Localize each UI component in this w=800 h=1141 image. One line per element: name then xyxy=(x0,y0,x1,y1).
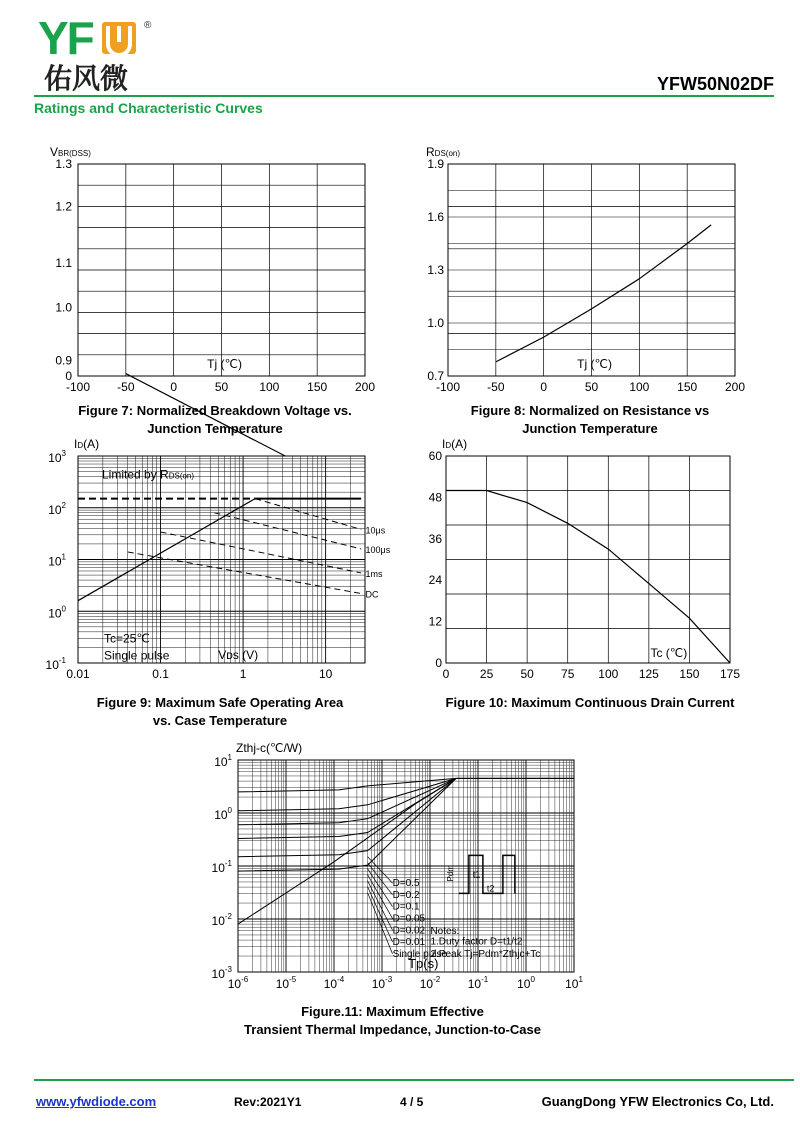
y-tick-label: $10^{-1}$ xyxy=(211,859,232,875)
y-tick-label: 1.3 xyxy=(55,157,72,171)
x-tick-label: 100 xyxy=(629,380,650,394)
curve-label: 1ms xyxy=(365,568,383,579)
chart-fig9 xyxy=(30,432,390,687)
limited-annotation: Limited by RDS(on) xyxy=(102,467,195,482)
y-tick-label: $10^{-1}$ xyxy=(45,656,66,672)
x-tick-label: 150 xyxy=(679,667,700,681)
y-tick-label: 0.9 xyxy=(55,353,72,368)
header-divider xyxy=(34,95,774,97)
x-axis-label: Tj (℃) xyxy=(207,357,242,371)
caption-fig9 xyxy=(40,694,400,730)
y-tick-label: $10^1$ xyxy=(48,552,66,569)
y-axis-label: Zthj-c(℃/W) xyxy=(236,741,303,755)
caption-fig7-line2: Junction Temperature xyxy=(147,421,283,436)
x-tick-label: 75 xyxy=(561,667,575,681)
notes-line2: 2.Peak Tj=Pdm*Zthjc+Tc xyxy=(430,949,541,961)
chart-fig10 xyxy=(400,432,760,687)
notes-title: Notes: xyxy=(430,925,460,937)
chart-fig11 xyxy=(200,736,600,996)
x-tick-label: $10^{-2}$ xyxy=(419,975,441,991)
y-axis-label: RDS(on) xyxy=(426,145,461,159)
revision-label: Rev:2021Y1 xyxy=(234,1095,302,1109)
y-tick-label: 1.6 xyxy=(427,210,444,224)
y-tick-label: 60 xyxy=(428,449,442,463)
y-tick-label: 1.0 xyxy=(55,300,72,315)
legend-label: D=0.02 xyxy=(392,925,426,937)
caption-fig9-line2: vs. Case Temperature xyxy=(152,713,288,728)
x-tick-label: 200 xyxy=(724,380,746,394)
notes-line1: 1.Duty factor D=t1/t2 xyxy=(430,936,523,948)
y-tick-label: 24 xyxy=(428,573,442,588)
y-tick-label: 0 xyxy=(65,369,72,383)
single-pulse-annotation: Single pulse xyxy=(104,648,170,663)
tc-annotation: Tc=25℃ xyxy=(104,631,150,646)
y-tick-label: 1.0 xyxy=(427,316,444,330)
x-axis-label: Vᴅs (V) xyxy=(218,648,259,662)
footer-divider xyxy=(34,1079,794,1081)
x-tick-label: 50 xyxy=(520,667,534,681)
svg-text:®: ® xyxy=(144,20,152,31)
caption-fig10-line1: Figure 10: Maximum Continuous Drain Current xyxy=(445,695,735,710)
x-axis-label: Tc (℃) xyxy=(650,646,688,660)
y-tick-label: $10^2$ xyxy=(48,500,66,517)
y-tick-label: $10^0$ xyxy=(214,806,232,822)
legend-label: D=0.2 xyxy=(392,889,420,901)
caption-fig11-line1: Figure.11: Maximum Effective xyxy=(301,1004,484,1019)
y-tick-label: 36 xyxy=(428,531,442,546)
x-tick-label: -100 xyxy=(65,380,91,394)
x-tick-label: $10^0$ xyxy=(517,975,535,991)
x-tick-label: 25 xyxy=(479,667,494,681)
x-tick-label: 200 xyxy=(354,380,376,394)
x-tick-label: 0.01 xyxy=(66,667,90,681)
legend-label: D=0.5 xyxy=(392,878,420,890)
x-tick-label: 125 xyxy=(638,667,659,681)
svg-text:佑风微: 佑风微 xyxy=(44,63,129,94)
caption-fig8-line2: Junction Temperature xyxy=(522,421,658,436)
x-tick-label: $10^{-5}$ xyxy=(275,975,297,991)
x-tick-label: 175 xyxy=(719,667,741,681)
company-name: GuangDong YFW Electronics Co, Ltd. xyxy=(541,1094,774,1109)
page-number: 4 / 5 xyxy=(400,1095,424,1109)
x-tick-label: 0 xyxy=(170,380,178,394)
caption-fig8-line1: Figure 8: Normalized on Resistance vs xyxy=(470,403,710,418)
curve-label: 100μs xyxy=(365,544,391,555)
x-tick-label: 100 xyxy=(598,667,619,681)
caption-fig7-line1: Figure 7: Normalized Breakdown Voltage vs. xyxy=(78,403,352,418)
x-tick-label: -50 xyxy=(117,380,135,394)
x-tick-label: $10^{-3}$ xyxy=(371,975,393,991)
inset-t2-label: t2 xyxy=(486,883,495,894)
x-tick-label: 150 xyxy=(677,380,698,394)
y-tick-label: $10^{-3}$ xyxy=(211,965,232,981)
y-tick-label: 1.3 xyxy=(427,263,444,277)
company-logo xyxy=(38,12,158,96)
x-tick-label: 0 xyxy=(442,667,450,681)
caption-fig10 xyxy=(400,694,780,712)
x-tick-label: 150 xyxy=(307,380,328,394)
y-tick-label: $10^3$ xyxy=(48,449,66,465)
x-tick-label: 10 xyxy=(318,667,333,681)
x-tick-label: 0 xyxy=(540,380,548,394)
x-tick-label: -100 xyxy=(435,380,461,394)
x-tick-label: $10^{-4}$ xyxy=(323,975,345,991)
y-tick-label: 12 xyxy=(428,614,442,629)
x-tick-label: 100 xyxy=(259,380,280,394)
legend-label: Single pulse xyxy=(392,948,448,960)
svg-text:YF: YF xyxy=(38,12,93,64)
inset-t1-label: t1 xyxy=(472,869,481,880)
curve-label: DC xyxy=(365,589,379,600)
y-tick-label: $10^{-2}$ xyxy=(211,912,232,928)
legend-label: D=0.1 xyxy=(392,901,420,913)
legend-label: D=0.05 xyxy=(392,913,426,925)
y-tick-label: 1.9 xyxy=(427,157,444,171)
x-tick-label: 1 xyxy=(239,667,247,681)
chart-fig7 xyxy=(30,140,390,400)
x-tick-label: $10^{-1}$ xyxy=(467,975,489,991)
website-link[interactable]: www.yfwdiode.com xyxy=(36,1094,157,1109)
x-tick-label: 50 xyxy=(214,380,229,394)
section-title: Ratings and Characteristic Curves xyxy=(34,100,263,116)
x-tick-label: $10^{-6}$ xyxy=(227,975,249,991)
x-tick-label: $10^1$ xyxy=(565,975,583,991)
caption-fig11 xyxy=(200,1003,585,1039)
y-tick-label: 1.2 xyxy=(55,199,72,214)
part-number: YFW50N02DF xyxy=(656,74,774,94)
caption-fig9-line1: Figure 9: Maximum Safe Operating Area xyxy=(96,695,344,710)
y-tick-label: $10^0$ xyxy=(48,604,66,621)
inset-pdm-label: Pdm xyxy=(445,864,455,882)
y-tick-label: 48 xyxy=(428,490,442,505)
x-tick-label: -50 xyxy=(487,380,505,394)
x-axis-label: Tp(s) xyxy=(408,956,439,971)
y-tick-label: 0 xyxy=(435,656,442,670)
caption-fig11-line2: Transient Thermal Impedance, Junction-to-Case xyxy=(244,1022,541,1037)
x-tick-label: 0.1 xyxy=(152,667,169,681)
y-axis-label: ID(A) xyxy=(74,437,100,451)
curve-label: 10μs xyxy=(365,525,386,536)
y-axis-label: VBR(DSS) xyxy=(50,145,91,159)
y-axis-label: ID(A) xyxy=(442,437,468,451)
y-tick-label: $10^1$ xyxy=(214,753,232,769)
chart-fig8 xyxy=(400,140,760,400)
legend-label: D=0.01 xyxy=(392,937,426,949)
x-axis-label: Tj (℃) xyxy=(577,357,612,371)
y-tick-label: 1.1 xyxy=(55,255,72,270)
x-tick-label: 50 xyxy=(584,380,599,394)
y-tick-label: 0.7 xyxy=(427,369,444,383)
